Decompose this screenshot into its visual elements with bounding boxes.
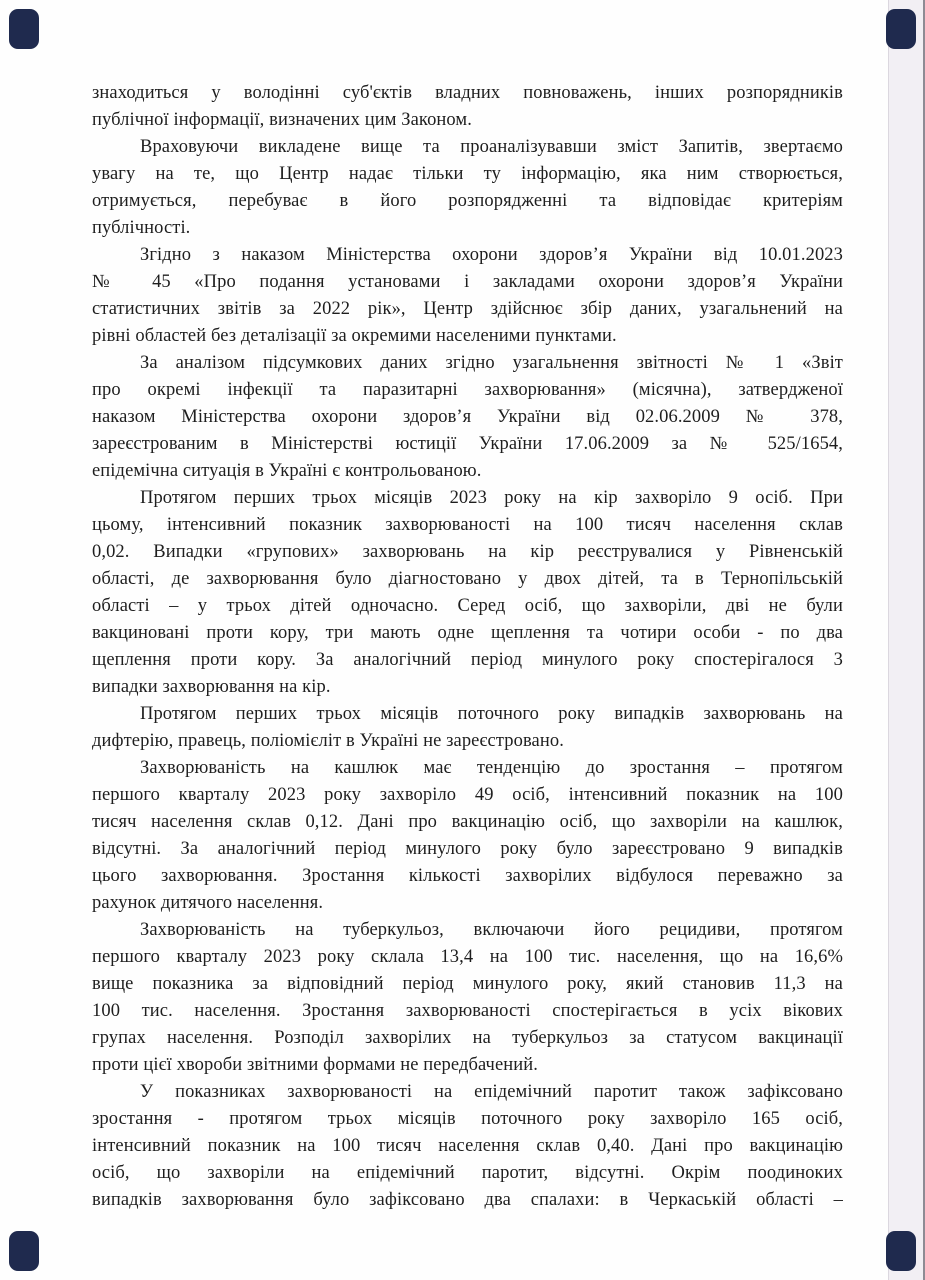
text-line: про окремі інфекції та паразитарні захворювання» (місячна), затвердженої xyxy=(92,380,843,400)
paragraph xyxy=(92,350,843,485)
text-line: У показниках захворюваності на епідемічний паротит також зафіксовано xyxy=(140,1082,843,1102)
text-line: рахунок дитячого населення. xyxy=(92,893,324,913)
text-line: зареєстрованим в Міністерстві юстиції України 17.06.2009 за № 525/1654, xyxy=(92,434,843,454)
text-line: зростання - протягом трьох місяців поточного року захворіло 165 осіб, xyxy=(92,1109,843,1129)
text-line: статистичних звітів за 2022 рік», Центр здійснює збір даних, узагальнений на xyxy=(92,299,843,319)
text-line: публічної інформації, визначених цим Законом. xyxy=(92,110,472,130)
corner-mark-bottom-left xyxy=(9,1231,39,1271)
text-line: Протягом перших трьох місяців поточного року випадків захворювань на xyxy=(140,704,843,724)
text-line: випадки захворювання на кір. xyxy=(92,677,331,697)
text-line: Захворюваність на туберкульоз, включаючи його рецидиви, протягом xyxy=(140,920,843,940)
text-line: проти цієї хвороби звітними формами не передбачений. xyxy=(92,1055,538,1075)
text-line: інтенсивний показник на 100 тисяч населення склав 0,40. Дані про вакцинацію xyxy=(92,1136,843,1156)
text-line: рівні областей без деталізації за окремими населеними пунктами. xyxy=(92,326,617,346)
document-body-text xyxy=(92,80,843,1214)
text-line: публічності. xyxy=(92,218,191,238)
text-line: 0,02. Випадки «групових» захворювань на кір реєструвалися у Рівненській xyxy=(92,542,843,562)
text-line: знаходиться у володінні суб'єктів владних повноважень, інших розпорядників xyxy=(92,83,843,103)
viewer-background-strip xyxy=(888,0,925,1280)
text-line: відсутні. За аналогічний період минулого року було зареєстровано 9 випадків xyxy=(92,839,843,859)
text-line: наказом Міністерства охорони здоров’я України від 02.06.2009 № 378, xyxy=(92,407,843,427)
text-line: щеплення проти кору. За аналогічний період минулого року спостерігалося 3 xyxy=(92,650,843,670)
text-line: дифтерію, правець, поліомієліт в Україні не зареєстровано. xyxy=(92,731,564,751)
text-line: області – у трьох дітей одночасно. Серед осіб, що захворіли, дві не були xyxy=(92,596,843,616)
text-line: цьому, інтенсивний показник захворюваності на 100 тисяч населення склав xyxy=(92,515,843,535)
corner-mark-top-left xyxy=(9,9,39,49)
paragraph xyxy=(92,485,843,701)
text-line: Протягом перших трьох місяців 2023 року на кір захворіло 9 осіб. При xyxy=(140,488,843,508)
paragraph xyxy=(92,242,843,350)
text-line: Враховуючи викладене вище та проаналізувавши зміст Запитів, звертаємо xyxy=(140,137,843,157)
text-line: області, де захворювання було діагностовано у двох дітей, та в Тернопільській xyxy=(92,569,843,589)
text-line: вище показника за відповідний період минулого року, який становив 11,3 на xyxy=(92,974,843,994)
text-line: Згідно з наказом Міністерства охорони здоров’я України від 10.01.2023 xyxy=(140,245,843,265)
text-line: тисяч населення склав 0,12. Дані про вакцинацію осіб, що захворіли на кашлюк, xyxy=(92,812,843,832)
text-line: першого кварталу 2023 року склала 13,4 на 100 тис. населення, що на 16,6% xyxy=(92,947,843,967)
text-line: вакциновані проти кору, три мають одне щеплення та чотири особи - по два xyxy=(92,623,843,643)
text-line: № 45 «Про подання установами і закладами охорони здоров’я України xyxy=(92,272,843,292)
text-line: осіб, що захворіли на епідемічний паротит, відсутні. Окрім поодиноких xyxy=(92,1163,843,1183)
text-line: випадків захворювання було зафіксовано два спалахи: в Черкаській області – xyxy=(92,1190,843,1210)
paragraph xyxy=(92,755,843,917)
paragraph xyxy=(92,917,843,1079)
text-line: цього захворювання. Зростання кількості захворілих відбулося переважно за xyxy=(92,866,843,886)
paragraph xyxy=(92,80,843,134)
text-line: отримується, перебуває в його розпорядженні та відповідає критеріям xyxy=(92,191,843,211)
text-line: За аналізом підсумкових даних згідно узагальнення звітності № 1 «Звіт xyxy=(140,353,843,373)
text-line: 100 тис. населення. Зростання захворюваності спостерігається в усіх вікових xyxy=(92,1001,843,1021)
text-line: Захворюваність на кашлюк має тенденцію до зростання – протягом xyxy=(140,758,843,778)
paragraph xyxy=(92,134,843,242)
corner-mark-top-right xyxy=(886,9,916,49)
text-line: епідемічна ситуація в Україні є контрольованою. xyxy=(92,461,482,481)
paragraph xyxy=(92,701,843,755)
text-line: увагу на те, що Центр надає тільки ту інформацію, яка ним створюється, xyxy=(92,164,843,184)
text-line: першого кварталу 2023 року захворіло 49 осіб, інтенсивний показник на 100 xyxy=(92,785,843,805)
corner-mark-bottom-right xyxy=(886,1231,916,1271)
paragraph xyxy=(92,1079,843,1214)
text-line: групах населення. Розподіл захворілих на туберкульоз за статусом вакцинації xyxy=(92,1028,843,1048)
